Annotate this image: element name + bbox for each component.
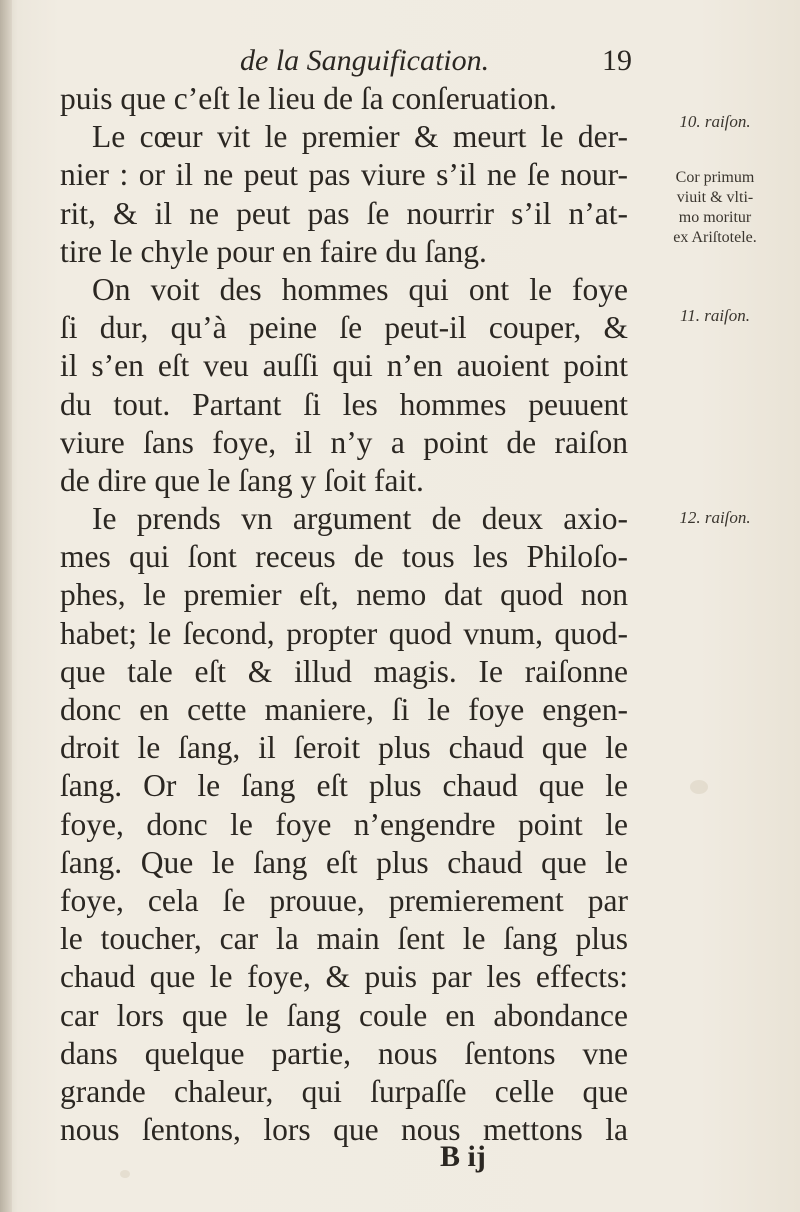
page-number: 19 [602,44,632,77]
text-line: mes qui ſont receus de tous les Philoſo- [60,539,628,575]
signature-mark: B ij [440,1140,486,1173]
text-line: droit le ſang, il ſeroit plus chaud que le [60,730,628,766]
page-spine-shadow [0,0,12,1212]
page-header [60,44,640,84]
text-line: donc en cette maniere, ſi le foye engen- [60,692,628,727]
text-line: rit, & il ne peut pas ſe nourrir s’il n’at- [60,195,628,231]
margin-note-latin-line: Cor primum [675,169,755,186]
text-line: viure ſans foye, il n’y a point de raiſon [60,424,628,460]
text-line: dans quelque partie, nous ſentons vne [60,1035,628,1071]
running-title: de la Sanguification. [240,44,490,77]
text-line: Le cœur vit le premier & meurt le der- [92,119,628,155]
text-line: On voit des hommes qui ont le foye [92,271,628,307]
margin-note-11: 11. raiſon. [679,306,751,325]
text-line: puis que c’eſt le lieu de ſa conſeruation. [60,81,557,116]
margin-note-10: 10. raiſon. [679,112,751,131]
margin-note-latin [640,168,790,248]
text-line: chaud que le foye, & puis par les effects: [60,959,628,995]
text-line: du tout. Partant ſi les hommes peuuent [60,386,628,422]
text-line: ſang. Que le ſang eſt plus chaud que le [60,844,628,880]
text-line: tire le chyle pour en faire du ſang. [60,233,487,269]
body-text [60,80,628,1149]
text-line: car lors que le ſang coule en abondance [60,997,628,1033]
text-line: que tale eſt & illud magis. Ie raiſonne [60,653,628,689]
text-line: Ie prends vn argument de deux axio- [92,501,628,537]
text-line: habet; le ſecond, propter quod vnum, quod- [60,615,628,651]
text-line: le toucher, car la main ſent le ſang plus [60,921,628,957]
margin-note-latin-line: ex Ariſtotele. [673,229,757,246]
margin-note-latin-line: mo moritur [678,209,752,226]
text-line: nier : or il ne peut pas viure s’il ne ſe nour- [60,157,628,193]
text-line: de dire que le ſang y ſoit fait. [60,462,424,498]
margin-note-latin-line: viuit & vlti- [676,189,754,206]
margin-note-12: 12. raiſon. [679,508,751,527]
text-line: il s’en eſt veu auſſi qui n’en auoient point [60,348,628,384]
text-line: nous ſentons, lors que nous mettons la [60,1112,628,1148]
text-line: foye, donc le foye n’engendre point le [60,806,628,842]
text-line: ſi dur, qu’à peine ſe peut-il couper, & [60,310,628,346]
text-line: grande chaleur, qui ſurpaſſe celle que [60,1073,628,1109]
text-line: foye, cela ſe prouue, premierement par [60,882,628,918]
text-line: ſang. Or le ſang eſt plus chaud que le [60,768,628,804]
text-line: phes, le premier eſt, nemo dat quod non [60,577,628,613]
